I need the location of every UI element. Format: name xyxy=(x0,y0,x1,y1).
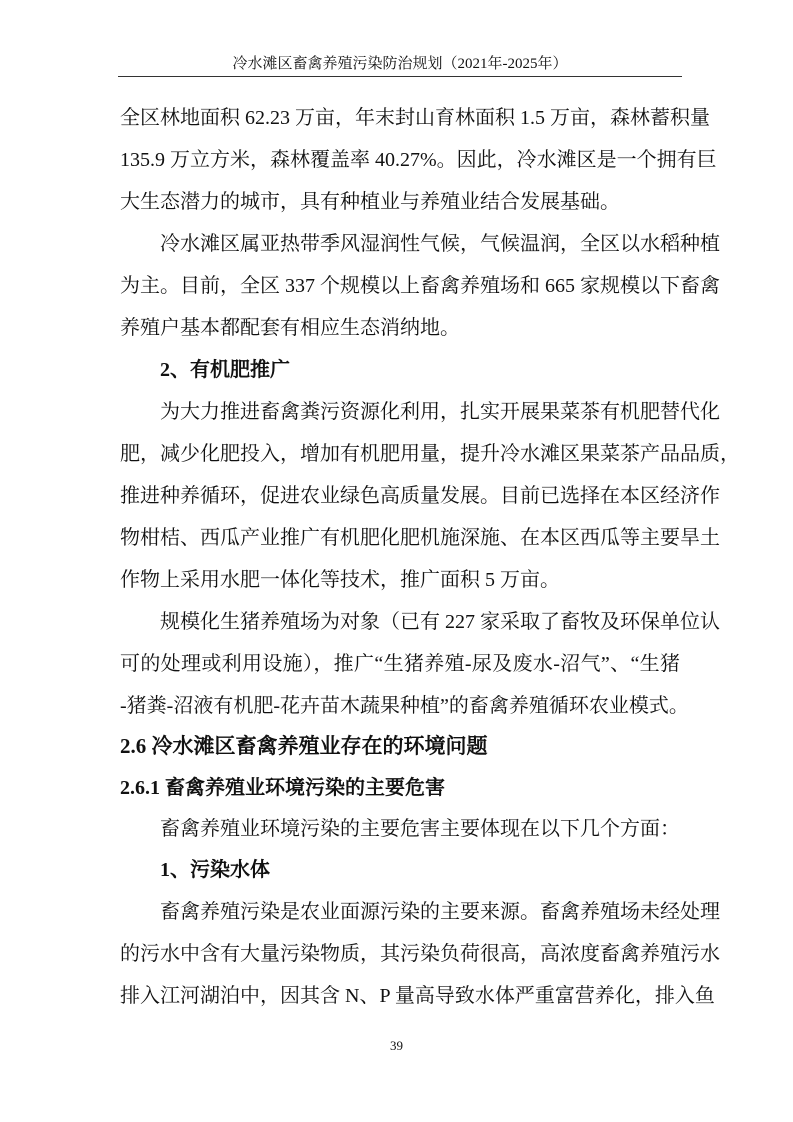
body-text-line: 推进种养循环，促进农业绿色高质量发展。目前已选择在本区经济作 xyxy=(120,485,720,507)
body-text-line: 的污水中含有大量污染物质，其污染负荷很高，高浓度畜禽养殖污水 xyxy=(120,943,720,965)
body-text-line: 作物上采用水肥一体化等技术，推广面积 5 万亩。 xyxy=(120,569,560,591)
body-text-line: 为主。目前，全区 337 个规模以上畜禽养殖场和 665 家规模以下畜禽 xyxy=(120,275,720,297)
body-text-line: 全区林地面积 62.23 万亩，年末封山育林面积 1.5 万亩，森林蓄积量 xyxy=(120,107,710,129)
body-text-line: 冷水滩区属亚热带季风湿润性气候，气候温润，全区以水稻种植 xyxy=(160,233,720,255)
body-text-line: 135.9 万立方米，森林覆盖率 40.27%。因此，冷水滩区是一个拥有巨 xyxy=(120,149,717,171)
item-heading: 2、有机肥推广 xyxy=(160,359,290,381)
body-text-line: 大生态潜力的城市，具有种植业与养殖业结合发展基础。 xyxy=(120,191,620,213)
body-text-line: 为大力推进畜禽粪污资源化利用，扎实开展果菜茶有机肥替代化 xyxy=(160,401,720,423)
page-number: 39 xyxy=(390,1038,403,1053)
header-rule xyxy=(118,76,682,77)
body-text-line: 肥，减少化肥投入，增加有机肥用量，提升冷水滩区果菜茶产品品质， xyxy=(120,443,740,465)
body-text-line: 物柑桔、西瓜产业推广有机肥化肥机施深施、在本区西瓜等主要旱土 xyxy=(120,527,720,549)
item-heading: 1、污染水体 xyxy=(160,859,270,881)
running-header: 冷水滩区畜禽养殖污染防治规划（2021年-2025年） xyxy=(232,56,568,72)
section-heading: 2.6 冷水滩区畜禽养殖业存在的环境问题 xyxy=(120,734,488,758)
body-text-line: 排入江河湖泊中，因其含 N、P 量高导致水体严重富营养化，排入鱼 xyxy=(120,985,715,1007)
body-text-line: -猪粪-沼液有机肥-花卉苗木蔬果种植”的畜禽养殖循环农业模式。 xyxy=(120,695,689,717)
body-text-line: 养殖户基本都配套有相应生态消纳地。 xyxy=(120,317,460,339)
body-text-line: 规模化生猪养殖场为对象（已有 227 家采取了畜牧及环保单位认 xyxy=(160,611,720,633)
body-text-line: 可的处理或利用设施），推广“生猪养殖-尿及废水-沼气”、“生猪 xyxy=(120,653,680,675)
body-text-line: 畜禽养殖业环境污染的主要危害主要体现在以下几个方面： xyxy=(160,818,680,840)
body-text-line: 畜禽养殖污染是农业面源污染的主要来源。畜禽养殖场未经处理 xyxy=(160,901,720,923)
subsection-heading: 2.6.1 畜禽养殖业环境污染的主要危害 xyxy=(120,777,445,799)
